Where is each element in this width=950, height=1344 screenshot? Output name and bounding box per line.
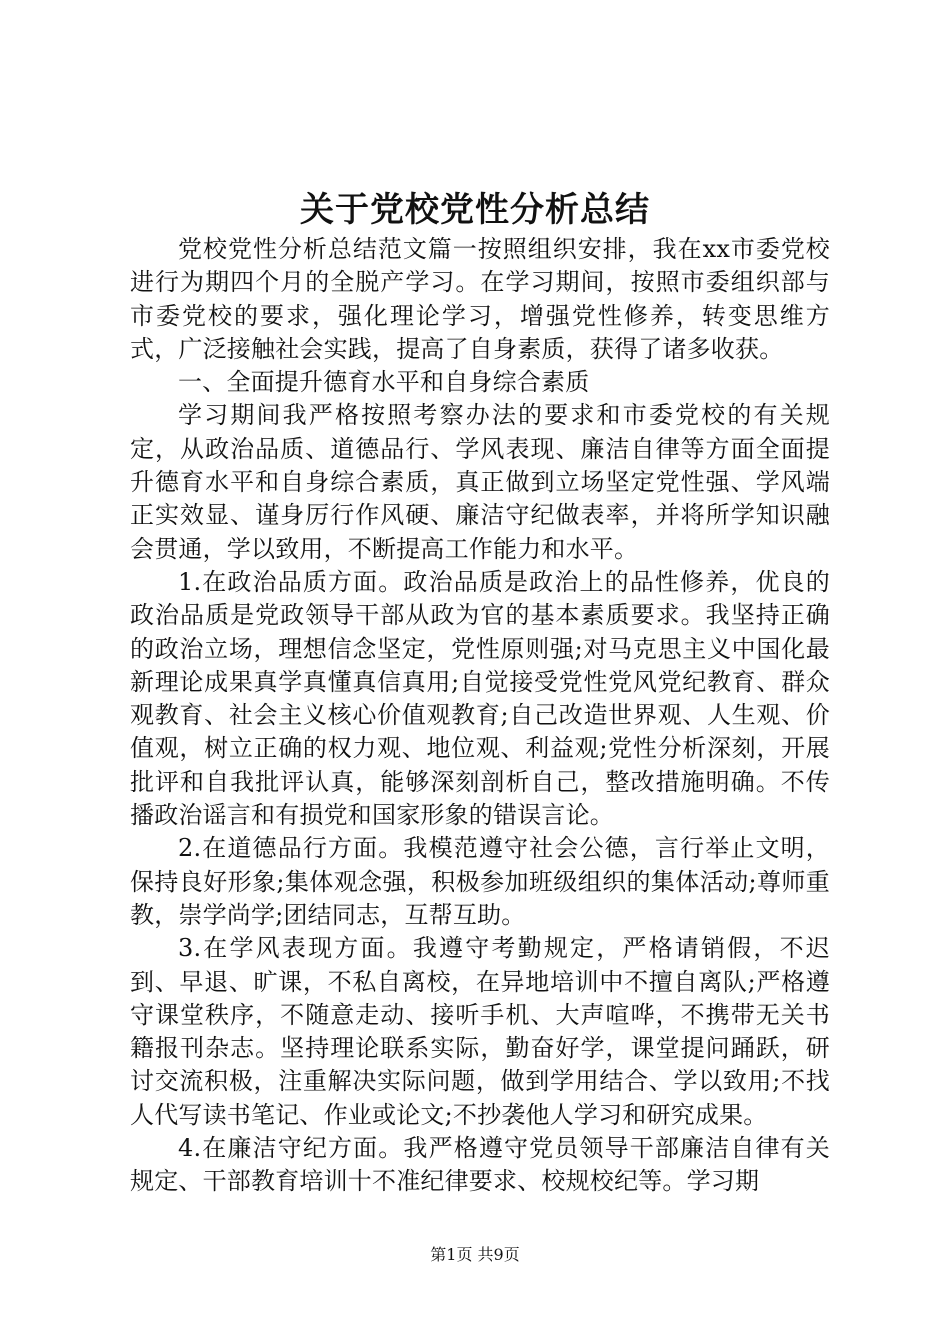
section-heading-1: 一、全面提升德育水平和自身综合素质	[178, 368, 590, 397]
paragraph-integrity: 4.在廉洁守纪方面。我严格遵守党员领导干部廉洁自律有关规定、干部教育培训十不准纪律要求、校规校纪等。学习期	[130, 1134, 830, 1196]
document-body	[130, 233, 830, 1199]
paragraph-study-style: 3.在学风表现方面。我遵守考勤规定，严格请销假，不迟到、早退、旷课，不私自离校，在异地培训中不擅自离队;严格遵守课堂秩序，不随意走动、接听手机、大声喧哗，不携带无关书籍报刊杂志。坚持理论联系实际，勤奋好学，课堂提问踊跃，研讨交流积极，注重解决实际问题，做到学用结合、学以致用;不找人代写读书笔记、作业或论文;不抄袭他人学习和研究成果。	[130, 934, 830, 1129]
paragraph-moral-conduct: 2.在道德品行方面。我模范遵守社会公德，言行举止文明，保持良好形象;集体观念强，积极参加班级组织的集体活动;尊师重教，崇学尚学;团结同志，互帮互助。	[130, 834, 830, 929]
page-number-footer: 第1页 共9页	[430, 1245, 520, 1264]
paragraph-intro: 党校党性分析总结范文篇一按照组织安排，我在xx市委党校进行为期四个月的全脱产学习。在学习期间，按照市委组织部与市委党校的要求，强化理论学习，增强党性修养，转变思维方式，广泛接触社会实践，提高了自身素质，获得了诸多收获。	[130, 235, 830, 363]
paragraph-section-1: 学习期间我严格按照考察办法的要求和市委党校的有关规定，从政治品质、道德品行、学风表现、廉洁自律等方面全面提升德育水平和自身综合素质，真正做到立场坚定党性强、学风端正实效显、谨身厉行作风硬、廉洁守纪做表率，并将所学知识融会贯通，学以致用，不断提高工作能力和水平。	[130, 401, 830, 563]
document-title: 关于党校党性分析总结	[300, 190, 650, 230]
paragraph-political-quality: 1.在政治品质方面。政治品质是政治上的品性修养，优良的政治品质是党政领导干部从政为官的基本素质要求。我坚持正确的政治立场，理想信念坚定，党性原则强;对马克思主义中国化最新理论成果真学真懂真信真用;自觉接受党性党风党纪教育、群众观教育、社会主义核心价值观教育;自己改造世界观、人生观、价值观，树立正确的权力观、地位观、利益观;党性分析深刻，开展批评和自我批评认真，能够深刻剖析自己，整改措施明确。不传播政治谣言和有损党和国家形象的错误言论。	[130, 567, 830, 830]
